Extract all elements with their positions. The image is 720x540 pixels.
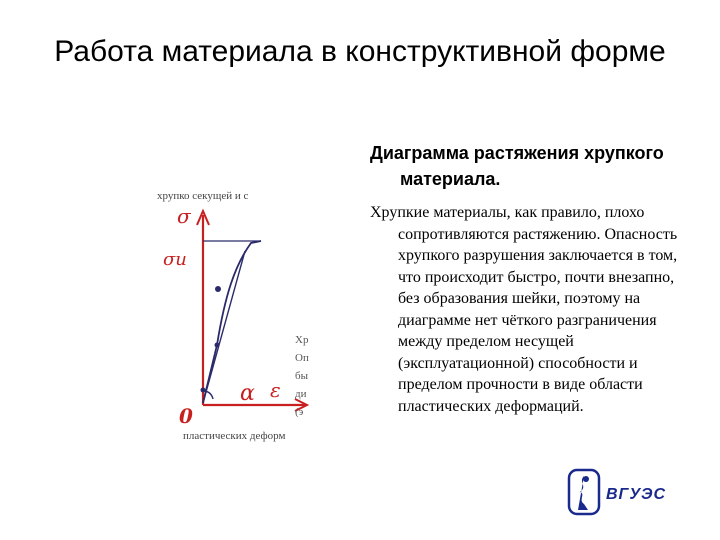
angle-label: α [240, 381, 255, 406]
edge-fragment: Оп [295, 352, 309, 364]
origin-label: 0 [179, 404, 193, 428]
curve-point [215, 286, 221, 292]
text-column [370, 140, 690, 417]
logo-text: ВГУЭС [606, 486, 667, 503]
slide-title: Работа материала в конструктивной форме [54, 35, 666, 68]
curve-point [215, 343, 220, 348]
axis-x-label: ε [270, 378, 281, 402]
section-subtitle: Диаграмма растяжения хрупкого материала. [370, 143, 664, 189]
diagram-footer-text: пластических деформ [183, 430, 286, 442]
sigma-u-label: σu [163, 249, 187, 270]
edge-fragment: бы [295, 370, 308, 382]
edge-fragment: ди [295, 388, 307, 400]
body-paragraph: Хрупкие материалы, как правило, плохо сопротивляются растяжению. Опасность хрупкого разрушения заключается в том, что происходит быстро, почти внезапно, без образования шейки, поэтому на диаграмме нет чёткого разграничения между пределом несущей (эксплуатационной) способности и пределом прочности в виде области пластических деформаций. [370, 204, 678, 415]
secant-line [203, 251, 245, 403]
university-logo [566, 468, 686, 518]
diagram-svg [155, 185, 315, 445]
stress-curve [203, 241, 261, 403]
logo-emblem [566, 468, 602, 516]
diagram-header-text: хрупко секущей и с [157, 190, 249, 202]
edge-fragment: Хр [295, 334, 309, 346]
edge-fragment: (э [295, 406, 304, 418]
stress-strain-diagram [155, 185, 315, 445]
axis-y-label: σ [177, 204, 191, 228]
